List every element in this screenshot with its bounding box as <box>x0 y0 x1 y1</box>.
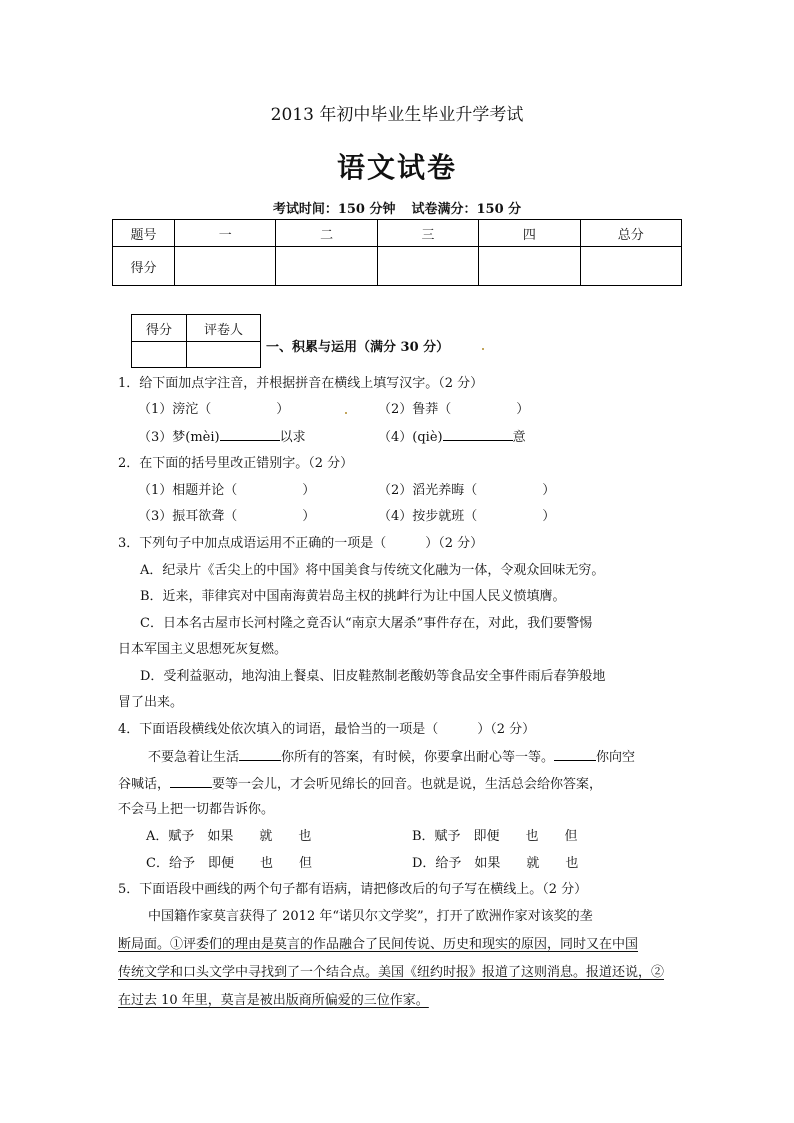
q1-item-2: （2）鲁莽（ ） <box>378 402 530 417</box>
q4-option-a: A．赋予 如果 就 也 <box>146 829 312 844</box>
q1-item-4 <box>378 428 526 447</box>
score-cell-3 <box>377 247 478 286</box>
score-table-header-row <box>113 220 682 247</box>
q1-item-3 <box>138 428 306 447</box>
q4-p2-a: 谷喊话， <box>118 777 171 792</box>
q4-stem: 4．下面语段横线处依次填入的词语，最恰当的一项是（ ）（2 分） <box>118 722 536 737</box>
q4-blank-2[interactable] <box>554 748 596 761</box>
exam-time: 考试时间：150 分钟 <box>272 202 396 217</box>
grader-score-cell <box>132 342 187 368</box>
score-table-label-question: 题号 <box>113 220 175 247</box>
q2-item-2: （2）滔光养晦（ ） <box>378 483 556 498</box>
q4-passage-line3: 不会马上把一切都告诉你。 <box>118 802 275 817</box>
q1-item-3-post: 以求 <box>279 430 306 445</box>
q3-option-d-line2: 冒了出来。 <box>118 695 184 710</box>
grader-name-cell <box>187 342 261 368</box>
grader-name-label: 评卷人 <box>187 315 261 342</box>
score-cell-4 <box>479 247 580 286</box>
q4-blank-1[interactable] <box>239 748 281 761</box>
q4-option-b: B．赋予 即便 也 但 <box>412 829 578 844</box>
exam-supertitle: 2013 年初中毕业生毕业升学考试 <box>270 105 524 125</box>
q4-p1-a: 不要急着让生活 <box>148 750 240 765</box>
score-table-col-total: 总分 <box>580 220 681 247</box>
exam-full-mark: 试卷满分：150 分 <box>411 202 522 217</box>
q5-passage-line4: 在过去 10 年里，莫言是被出版商所偏爱的三位作家。 <box>118 993 429 1008</box>
speck-mark <box>345 412 347 414</box>
speck-mark <box>482 348 484 350</box>
score-table-col-3: 三 <box>377 220 478 247</box>
q2-item-1: （1）相题并论（ ） <box>138 483 316 498</box>
q4-passage-line1 <box>148 748 635 767</box>
q4-p1-c: 你向空 <box>596 750 636 765</box>
q2-item-4: （4）按步就班（ ） <box>378 509 556 524</box>
q3-stem: 3．下列句子中加点成语运用不正确的一项是（ ）（2 分） <box>118 536 484 551</box>
q4-blank-3[interactable] <box>170 775 212 788</box>
q5-passage-line2: 断局面。①评委们的理由是莫言的作品融合了民间传说、历史和现实的原因，同时又在中国 <box>118 937 639 952</box>
q1-stem: 1．给下面加点字注音，并根据拼音在横线上填写汉字。（2 分） <box>118 376 484 391</box>
q1-item-4-post: 意 <box>512 430 526 445</box>
score-table-score-row <box>113 247 682 286</box>
q1-item-3-blank[interactable] <box>220 428 280 441</box>
q5-passage-line3: 传统文学和口头文学中寻找到了一个结合点。美国《纽约时报》报道了这则消息。报道还说，② <box>118 965 665 980</box>
exam-info <box>0 198 794 217</box>
score-table-col-4: 四 <box>479 220 580 247</box>
score-table <box>112 219 682 286</box>
q4-option-d: D．给予 如果 就 也 <box>412 856 579 871</box>
score-table-col-2: 二 <box>276 220 377 247</box>
section-1-title: 一、积累与运用（满分 30 分） <box>266 340 450 355</box>
q1-item-3-pre: （3）梦(mèi) <box>138 430 220 445</box>
exam-title: 语文试卷 <box>336 151 457 184</box>
q3-option-d-line1: D．受利益驱动，地沟油上餐桌、旧皮鞋熬制老酸奶等食品安全事件雨后春笋般地 <box>140 669 606 684</box>
score-cell-1 <box>175 247 276 286</box>
q5-passage-line1: 中国籍作家莫言获得了 2012 年“诺贝尔文学奖”，打开了欧洲作家对该奖的垄 <box>148 909 593 924</box>
q2-stem: 2．在下面的括号里改正错别字。（2 分） <box>118 456 354 471</box>
score-table-col-1: 一 <box>175 220 276 247</box>
q5-stem: 5．下面语段中画线的两个句子都有语病，请把修改后的句子写在横线上。（2 分） <box>118 882 588 897</box>
grader-score-label: 得分 <box>132 315 187 342</box>
q3-option-b: B．近来，菲律宾对中国南海黄岩岛主权的挑衅行为让中国人民义愤填膺。 <box>140 589 566 604</box>
grader-box <box>131 314 261 368</box>
q4-p2-b: 要等一会儿，才会听见绵长的回音。也就是说，生活总会给你答案， <box>212 777 603 792</box>
q4-p1-b: 你所有的答案，有时候，你要拿出耐心等一等。 <box>281 750 555 765</box>
score-cell-2 <box>276 247 377 286</box>
q4-passage-line2 <box>118 775 602 794</box>
q4-option-c: C．给予 即便 也 但 <box>146 856 312 871</box>
q3-option-c-line1: C．日本名古屋市长河村隆之竟否认“南京大屠杀”事件存在，对此，我们要警惕 <box>140 616 593 631</box>
score-table-label-score: 得分 <box>113 247 175 286</box>
q1-item-4-blank[interactable] <box>443 428 513 441</box>
q1-item-4-pre: （4）(qiè) <box>378 430 443 445</box>
score-cell-total <box>580 247 681 286</box>
q2-item-3: （3）振耳欲聋（ ） <box>138 509 316 524</box>
q3-option-c-line2: 日本军国主义思想死灰复燃。 <box>118 642 288 657</box>
q3-option-a: A．纪录片《舌尖上的中国》将中国美食与传统文化融为一体，令观众回味无穷。 <box>140 563 605 578</box>
q1-item-1: （1）滂沱（ ） <box>138 402 290 417</box>
